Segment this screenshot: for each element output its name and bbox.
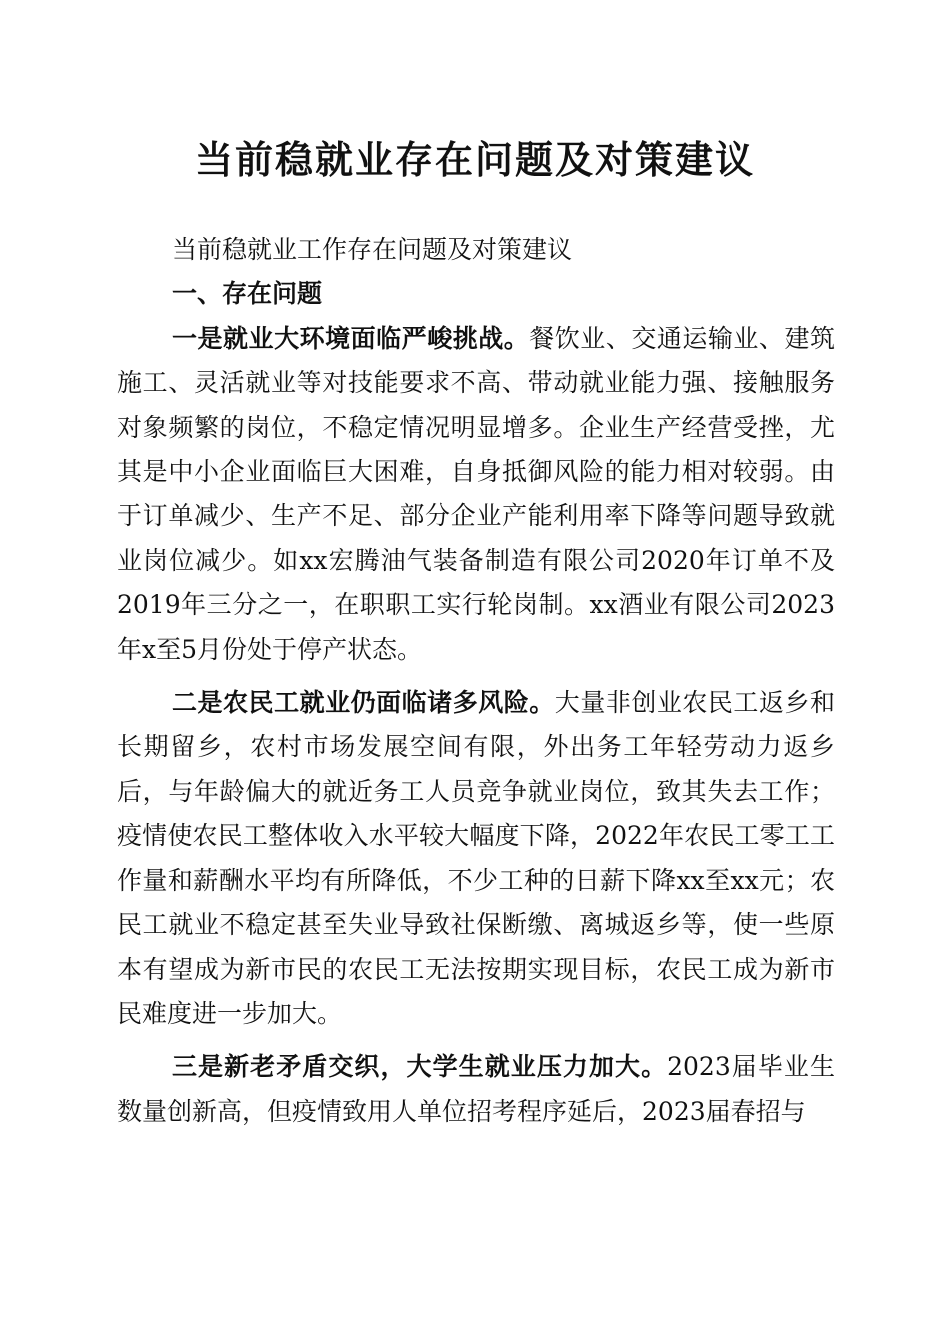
- document-title: 当前稳就业存在问题及对策建议: [194, 137, 755, 182]
- subtitle-text: 当前稳就业工作存在问题及对策建议: [172, 235, 573, 264]
- document-subtitle: [117, 228, 835, 272]
- paragraph-3: [117, 1045, 835, 1134]
- section-heading-text: 一、存在问题: [172, 279, 323, 309]
- paragraph-1: [117, 317, 835, 672]
- document-body: [117, 228, 835, 1134]
- paragraph-1-text: 餐饮业、交通运输业、建筑施工、灵活就业等对技能要求不高、带动就业能力强、接触服务对象频繁的岗位，不稳定情况明显增多。企业生产经营受挫，尤其是中小企业面临巨大困难，自身抵御风险的能力相对较弱。由于订单减少、生产不足、部分企业产能利用率下降等问题导致就业岗位减少。如xx宏腾油气装备制造有限公司2020年订单不及2019年三分之一，在职职工实行轮岗制。xx酒业有限公司2023年x至5月份处于停产状态。: [117, 323, 835, 664]
- paragraph-2-text: 大量非创业农民工返乡和长期留乡，农村市场发展空间有限，外出务工年轻劳动力返乡后，与年龄偏大的就近务工人员竞争就业岗位，致其失去工作；疫情使农民工整体收入水平较大幅度下降，2022年农民工零工工作量和薪酬水平均有所降低，不少工种的日薪下降xx至xx元；农民工就业不稳定甚至失业导致社保断缴、离城返乡等，使一些原本有望成为新市民的农民工无法按期实现目标，农民工成为新市民难度进一步加大。: [117, 688, 835, 1028]
- paragraph-2-lead: 二是农民工就业仍面临诸多风险。: [172, 688, 555, 718]
- paragraph-3-lead: 三是新老矛盾交织，大学生就业压力加大。: [172, 1052, 668, 1082]
- section-heading: [117, 272, 835, 316]
- paragraph-3-text: 2023届毕业生数量创新高，但疫情致用人单位招考程序延后，2023届春招与: [117, 1052, 835, 1126]
- paragraph-1-lead: 一是就业大环境面临严峻挑战。: [172, 323, 530, 353]
- paragraph-2: [117, 681, 835, 1036]
